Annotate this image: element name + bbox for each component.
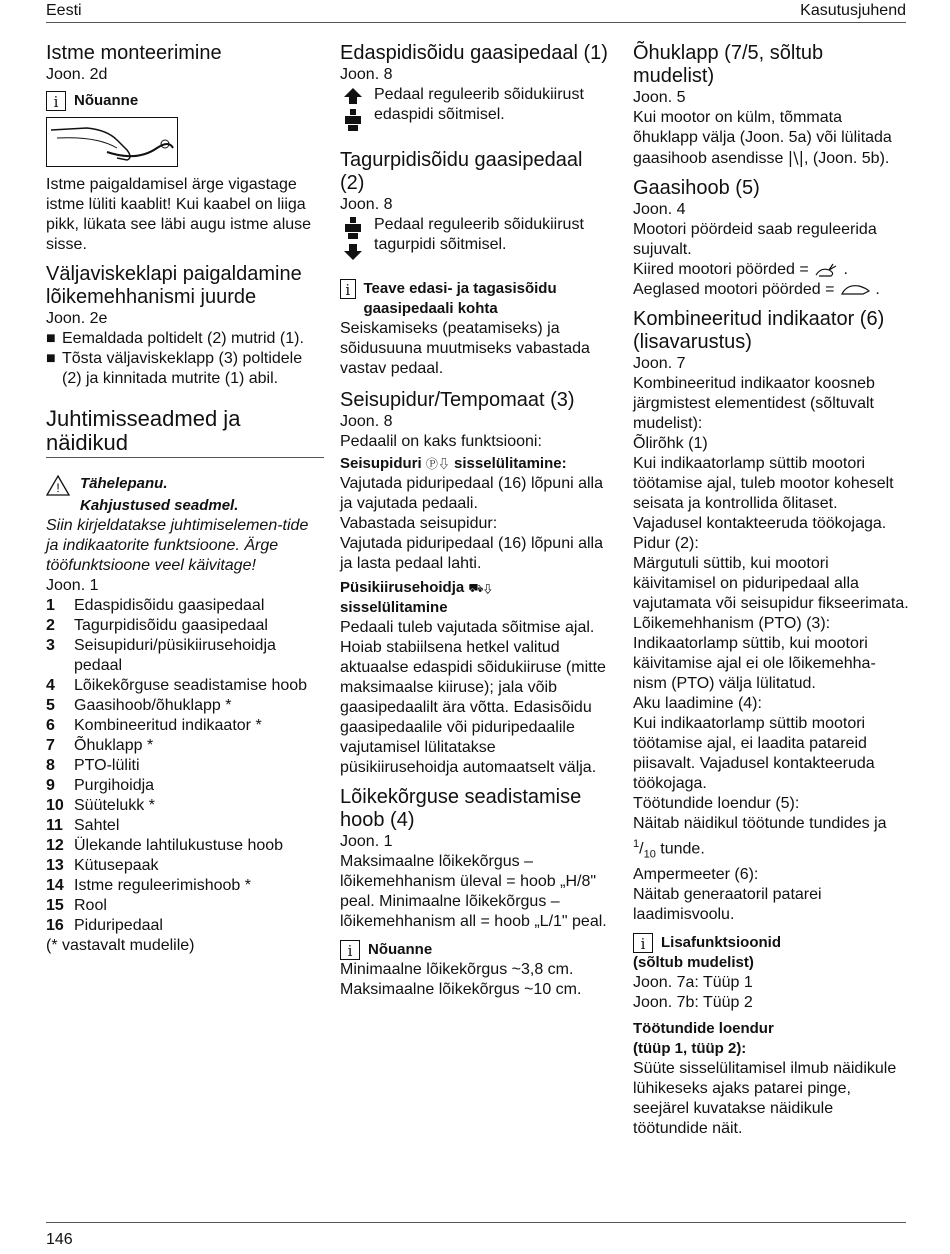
item-text: Tagurpidisõidu gaasipedaal: [74, 617, 268, 634]
counter-heading-2: (tüüp 1, tüüp 2):: [633, 1039, 747, 1057]
item-text: Kütusepaak: [74, 857, 159, 874]
list-item: [46, 596, 324, 616]
list-item: [46, 756, 324, 776]
slow-rpm: Aeglased mootori pöörded = .: [633, 281, 880, 298]
item-text: Istme reguleerimishoob *: [74, 877, 251, 894]
heading-cut-height: Lõikekõrguse seadistamise hoob (4): [340, 786, 582, 831]
type1-ref: Joon. 7a: Tüüp 1: [633, 973, 753, 991]
brake-text: Märgutuli süttib, kui mootori käivitamisel on piduripedaal alla vajutamata või seisupidur fikseerimata.: [633, 555, 909, 612]
bullet-text: Eemaldada poltidelt (2) mutrid (1).: [62, 330, 304, 347]
reverse-text: Pedaal reguleerib sõidukiirust tagurpidi sõitmisel.: [374, 216, 584, 253]
item-number: 14: [46, 877, 64, 894]
note-text: Seiskamiseks (peatamiseks) ja sõidusuuna muutmiseks vabastada vastav pedaal.: [340, 320, 590, 377]
cruise-sub-a: Püsikiirusehoidja: [340, 579, 465, 596]
cable-illustration: [46, 117, 178, 167]
item-text: Ülekande lahtilukustuse hoob: [74, 837, 284, 854]
list-item: [46, 676, 324, 696]
pto-text: Indikaatorlamp süttib, kui mootori käivitamise ajal ei ole lõikemehha-nism (PTO) välja lülitatud.: [633, 635, 876, 692]
item-number: 7: [46, 737, 55, 754]
reverse-block: [340, 215, 612, 261]
svg-text:!: !: [56, 481, 60, 495]
amp-text: Näitab generaatoril patarei laadimisvoolu.: [633, 885, 822, 923]
warning-subtitle: Kahjustused seadmel.: [80, 497, 239, 514]
fast-rpm: Kiired mootori pöörded = .: [633, 261, 848, 278]
controls-list: [46, 596, 324, 936]
item-number: 1: [46, 597, 55, 614]
list-item: [46, 896, 324, 916]
battery-label: Aku laadimine (4):: [633, 695, 762, 712]
choke-figure-ref: Joon. 5: [633, 89, 686, 106]
list-item: [46, 616, 324, 636]
tractor-icon: [345, 217, 361, 239]
combo-figure-ref: Joon. 7: [633, 355, 686, 372]
cruise-sub-b: sisselülitamine: [340, 599, 448, 616]
counter-text: Süüte sisselülitamisel ilmub näidikule lühikeseks ajaks patarei pinge, seejärel kuvatakse näidikule töötundide näit.: [633, 1059, 897, 1137]
item-text: Edaspidisõidu gaasipedaal: [74, 597, 265, 614]
info-icon: i: [46, 91, 66, 111]
column-3: [633, 42, 909, 1139]
item-number: 2: [46, 617, 55, 634]
choke-text: [633, 108, 909, 169]
bullet-text: Tõsta väljaviskeklapp (3) poltidele (2) ja kinnitada mutrite (1) abil.: [62, 350, 303, 387]
brake-sub-b: sisselülitamine:: [454, 455, 567, 472]
brake-subheading: [340, 454, 612, 474]
brake-release-label: Vabastada seisupidur:: [340, 515, 498, 532]
note-header: [340, 279, 612, 319]
max-height: Maksimaalne lõikekõrgus ~10 cm.: [340, 981, 582, 998]
cruise-icon: ⛟⇩: [468, 581, 493, 595]
hours-text-b: tunde.: [660, 840, 705, 858]
arrow-up-icon: [343, 87, 363, 105]
heading-combo-indicator: Kombineeritud indikaator (6) (lisavarustus): [633, 308, 885, 353]
type2-ref: Joon. 7b: Tüüp 2: [633, 993, 753, 1011]
hand-cable-icon: [47, 118, 177, 166]
forward-figure-ref: Joon. 8: [340, 66, 393, 83]
choke-symbol-icon: |\|: [787, 148, 804, 167]
item-number: 16: [46, 917, 64, 934]
list-item: ■ Eemaldada poltidelt (2) mutrid (1).: [46, 330, 304, 347]
slow-label: Aeglased mootori pöörded =: [633, 281, 835, 298]
fast-label: Kiired mootori pöörded =: [633, 261, 809, 278]
note-label: Nõuanne: [74, 92, 139, 109]
list-item: [46, 856, 324, 876]
seat-figure-ref: Joon. 2d: [46, 66, 108, 83]
forward-text: Pedaal reguleerib sõidukiirust edaspidi sõitmisel.: [374, 86, 584, 123]
brake-figure-ref: Joon. 8: [340, 413, 393, 430]
list-item: [46, 696, 324, 716]
note-header: [633, 933, 909, 953]
item-number: 12: [46, 837, 64, 854]
cruise-text: Pedaali tuleb vajutada sõitmise ajal. Hoiab stabiilsena hetkel valitud aktuaalse edaspidi sõidukiiruse (mitte maksimaalse kiiruse); jala võib gaasipedaalilt ära võtta. Edasisõidu gaasipedaalile või piduripedaalile vajutamisel lülitatakse püsikiirusehoidja automaatselt välja.: [340, 619, 606, 776]
heading-flap: Väljaviskeklapi paigaldamine lõikemehhanismi juurde: [46, 263, 302, 308]
heading-controls: Juhtimisseadmed ja näidikud: [46, 406, 241, 455]
item-text: Piduripedaal: [74, 917, 163, 934]
choke-text-b: , (Joon. 5b).: [803, 150, 890, 167]
info-icon: i: [340, 940, 360, 960]
item-text: Sahtel: [74, 817, 120, 834]
cruise-subheading: [340, 578, 612, 618]
rabbit-icon: [813, 261, 839, 279]
forward-block: [340, 85, 612, 131]
header-divider: [46, 22, 906, 23]
brake-label: Pidur (2):: [633, 535, 699, 552]
list-item: [46, 816, 324, 836]
reverse-figure-ref: Joon. 8: [340, 196, 393, 213]
list-item: [46, 796, 324, 816]
item-text: PTO-lüliti: [74, 757, 140, 774]
item-number: 4: [46, 677, 55, 694]
list-item: [46, 876, 324, 896]
brake-on-text: Vajutada piduripedaal (16) lõpuni alla ja vajutada pedaali.: [340, 475, 603, 512]
note-header: [46, 91, 324, 111]
item-number: 15: [46, 897, 64, 914]
combo-intro: Kombineeritud indikaator koosneb järgmistest elementidest (sõltuvalt mudelist):: [633, 375, 875, 432]
list-item: [46, 716, 324, 736]
note-header: [340, 940, 612, 960]
throttle-text: Mootori pöördeid saab reguleerida sujuvalt.: [633, 221, 877, 258]
heading-reverse-pedal: Tagurpidisõidu gaasipedaal (2): [340, 149, 583, 194]
hours-label: Töötundide loendur (5):: [633, 795, 800, 812]
warning-text: Siin kirjeldatakse juhtimiselemen-tide ja indikaatorite funktsioone. Ärge tööfunktsioone veel käivitage!: [46, 517, 309, 574]
amp-label: Ampermeeter (6):: [633, 865, 759, 883]
hours-text: Näitab näidikul töötunde tundides ja $^1/_{10}$ tunde.: [633, 815, 887, 861]
item-text: Süütelukk *: [74, 797, 155, 814]
item-text: Purgihoidja: [74, 777, 155, 794]
brake-off-text: Vajutada piduripedaal (16) lõpuni alla ja lasta pedaal lahti.: [340, 535, 603, 572]
heading-brake: Seisupidur/Tempomaat (3): [340, 389, 575, 411]
item-number: 11: [46, 817, 63, 834]
warning-triangle-icon: [46, 474, 70, 496]
brake-sub-a: Seisupiduri: [340, 455, 422, 472]
item-text: Õhuklapp *: [74, 737, 154, 754]
info-icon: i: [633, 933, 653, 953]
item-number: 9: [46, 777, 55, 794]
item-number: 10: [46, 797, 64, 814]
turtle-icon: [839, 282, 871, 298]
warning-title: Tähelepanu.: [80, 475, 168, 492]
note-title: Teave edasi- ja tagasisõidu gaasipedaali kohta: [363, 280, 557, 317]
arrow-down-icon: [343, 243, 363, 261]
warning-header: [46, 474, 324, 496]
item-number: 8: [46, 757, 55, 774]
item-number: 13: [46, 857, 64, 874]
min-height: Minimaalne lõikekõrgus ~3,8 cm.: [340, 961, 574, 978]
list-item: [46, 916, 324, 936]
footnote: (* vastavalt mudelile): [46, 937, 195, 954]
height-text: Maksimaalne lõikekõrgus – lõikemehhanism üleval = hoob „H/8" peal. Minimaalne lõikekõrgus – lõikemehhanism all = hoob „L/1" peal.: [340, 853, 607, 930]
list-figure-ref: Joon. 1: [46, 577, 99, 594]
controls-heading-block: [46, 407, 324, 458]
footer-divider: [46, 1222, 906, 1223]
park-brake-icon: Ⓟ⇩: [425, 457, 450, 471]
column-1: [46, 42, 324, 956]
column-2: [340, 42, 612, 1000]
pto-label: Lõikemehhanism (PTO) (3):: [633, 615, 831, 632]
item-text: Gaasihoob/õhuklapp *: [74, 697, 232, 714]
info-icon: i: [340, 279, 356, 299]
brake-intro: Pedaalil on kaks funktsiooni:: [340, 433, 542, 450]
list-item: [46, 836, 324, 856]
item-text: Kombineeritud indikaator *: [74, 717, 262, 734]
item-text: Seisupiduri/püsikiirusehoidja pedaal: [74, 637, 276, 674]
hours-text-a: Näitab näidikul töötunde tundides ja: [633, 815, 887, 832]
battery-text: Kui indikaatorlamp süttib mootori töötamise ajal, ei laadita patareid piisavalt. Vajadusel kontakteeruda töökojaga.: [633, 715, 875, 792]
heading-seat-mounting: Istme monteerimine: [46, 42, 222, 64]
extra-label: Lisafunktsioonid: [661, 933, 781, 951]
height-figure-ref: Joon. 1: [340, 833, 393, 850]
header-title: Kasutusjuhend: [800, 2, 906, 19]
item-text: Lõikekõrguse seadistamise hoob: [74, 677, 308, 694]
throttle-figure-ref: Joon. 4: [633, 201, 686, 218]
note-label: Nõuanne: [368, 941, 433, 958]
item-number: 5: [46, 697, 55, 714]
list-item: ■ Tõsta väljaviskeklapp (3) poltidele (2) ja kinnitada mutrite (1) abil.: [46, 349, 324, 389]
list-item: [46, 776, 324, 796]
page-number: 146: [46, 1231, 73, 1248]
heading-choke: Õhuklapp (7/5, sõltub mudelist): [633, 42, 824, 87]
tractor-icon: [345, 109, 361, 131]
list-item: [46, 736, 324, 756]
item-number: 6: [46, 717, 55, 734]
list-item: [46, 636, 324, 676]
header-language: Eesti: [46, 2, 82, 19]
counter-heading-1: Töötundide loendur: [633, 1019, 774, 1037]
flap-figure-ref: Joon. 2e: [46, 310, 108, 327]
heading-throttle: Gaasihoob (5): [633, 177, 760, 199]
extra-sub: (sõltub mudelist): [633, 953, 754, 971]
seat-text: Istme paigaldamisel ärge vigastage istme lüliti kaablit! Kui kaabel on liiga pikk, lükata see läbi augu istme aluse sisse.: [46, 176, 312, 253]
oil-text: Kui indikaatorlamp süttib mootori töötamise ajal, tuleb mootor koheselt seisata ja kontrollida õlitaset. Vajadusel kontakteeruda töökojaga.: [633, 455, 894, 532]
heading-forward-pedal: Edaspidisõidu gaasipedaal (1): [340, 42, 608, 64]
item-number: 3: [46, 637, 55, 654]
choke-text-a: Kui mootor on külm, tõmmata õhuklapp välja (Joon. 5a) või lülitada gaasihoob asendisse: [633, 109, 892, 167]
oil-label: Õlirõhk (1): [633, 435, 708, 452]
item-text: Rool: [74, 897, 107, 914]
